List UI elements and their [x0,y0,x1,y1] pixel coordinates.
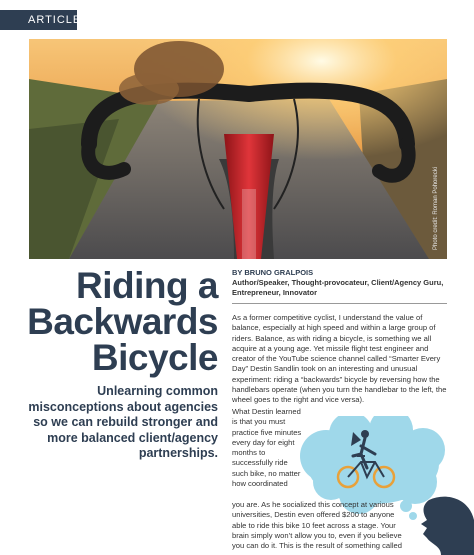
hero-photo [29,39,447,259]
body-paragraph-2: What Destin learned is that you must practice five minutes every day for eight months to successfully ride such bike, no matter how coordinated [232,407,302,489]
divider [232,303,447,304]
author-byline: BY BRUNO GRALPOIS [232,268,314,277]
subheadline: Unlearning common misconceptions about agencies so we can rebuild stronger and more balanced client/agency partnerships. [28,384,218,460]
headline-line-2: Backwards [27,301,218,342]
headline [27,265,218,378]
bicycle-handlebar-photo [29,39,447,259]
head-silhouette [421,497,474,555]
headline-line-1: Riding a [76,265,218,306]
section-tag: ARTICLE [0,10,77,30]
body-paragraph-1: As a former competitive cyclist, I understand the value of balance, especially at high speed and within a large group of riders. Balance, as with riding a bicycle, is something we all acquire at a young age. Yet missile flight test engineer and creator of the YouTube science channel called “Smarter Every Day” Destin Sandlin took on an interesting and unusual experiment: riding a “backwards” bicycle by reversing how the handlebars operate (when you turn the handlebar to the left, the wheel goes to the right and vice versa). [232,313,447,405]
body-paragraph-3: you are. As he socialized this concept at various universities, Destin even offered $200 to anyone able to ride this bike 10 feet across a stage. Your brain simply won’t allow you to, even if you believe you can do it. This is the result of something called [232,500,402,551]
author-block [232,268,447,298]
author-roles: Author/Speaker, Thought-provocateur, Client/Agency Guru, Entrepreneur, Innovator [232,278,444,297]
photo-credit: Photo credit: Roman Pohorecki [433,166,439,250]
headline-line-3: Bicycle [91,337,218,378]
